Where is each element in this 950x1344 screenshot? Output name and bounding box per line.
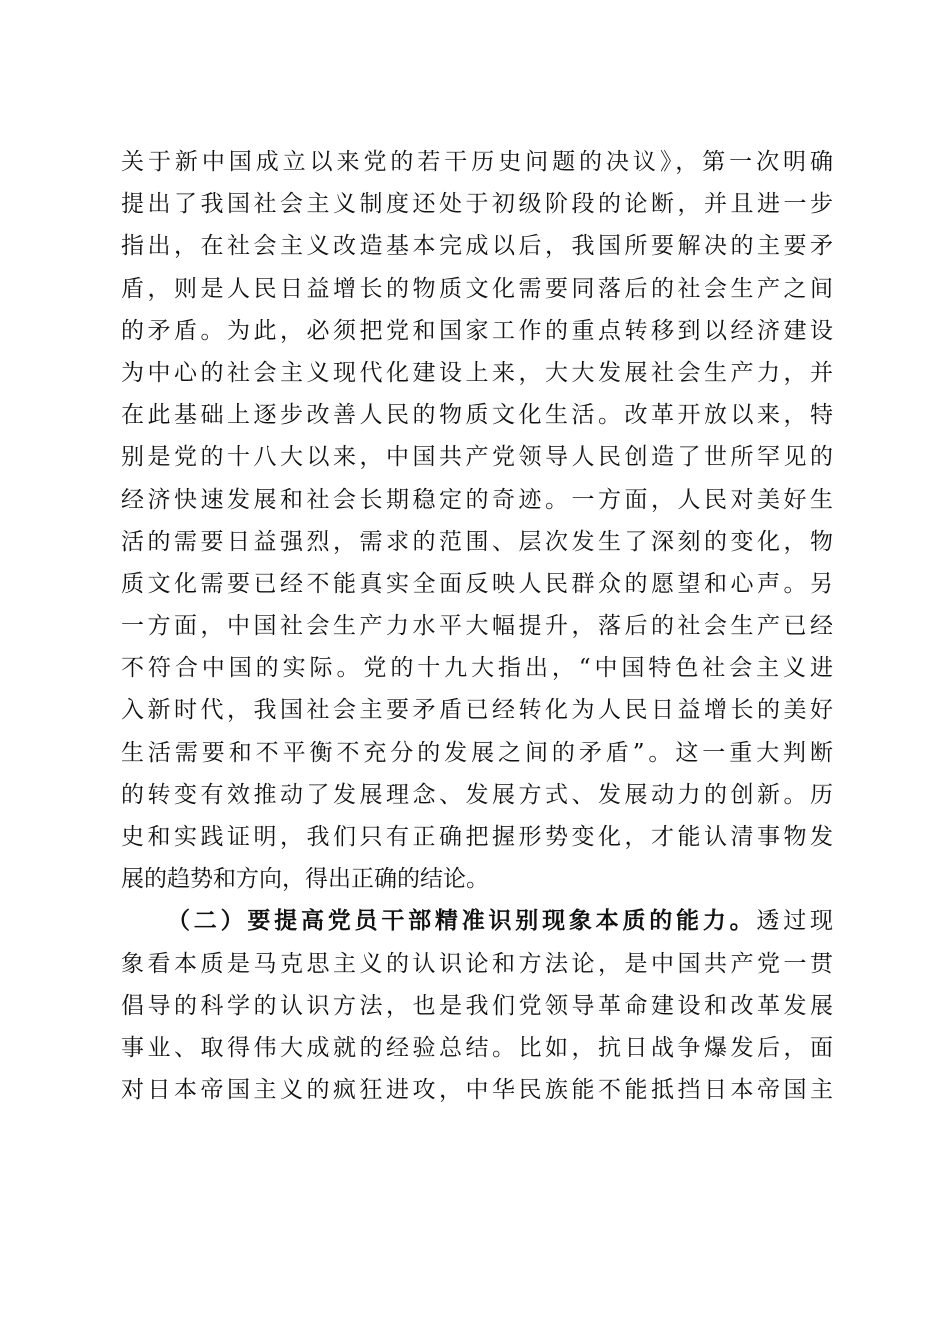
text-line: 别是党的十八大以来，中国共产党领导人民创造了世所罕见的: [121, 444, 833, 471]
text-line: 指出，在社会主义改造基本完成以后，我国所要解决的主要矛: [121, 233, 833, 260]
text-line: 质文化需要已经不能真实全面反映人民群众的愿望和心声。另: [121, 570, 833, 597]
text-line: 为中心的社会主义现代化建设上来，大大发展社会生产力，并: [121, 359, 833, 386]
text-line: 活的需要日益强烈，需求的范围、层次发生了深刻的变化，物: [121, 528, 833, 555]
text-line: 提出了我国社会主义制度还处于初级阶段的论断，并且进一步: [121, 191, 833, 218]
paragraph-1: [121, 141, 833, 900]
text-line: 事业、取得伟大成就的经验总结。比如，抗日战争爆发后，面: [121, 1034, 833, 1061]
text-line: 不符合中国的实际。党的十九大指出，“中国特色社会主义进: [121, 655, 833, 682]
text-line: 的转变有效推动了发展理念、发展方式、发展动力的创新。历: [121, 781, 833, 808]
text-line: 经济快速发展和社会长期稳定的奇迹。一方面，人民对美好生: [121, 486, 833, 513]
body-text: [121, 141, 833, 1111]
text-run: 透过现: [756, 908, 833, 935]
text-line: 倡导的科学的认识方法，也是我们党领导革命建设和改革发展: [121, 992, 833, 1019]
text-line: 在此基础上逐步改善人民的物质文化生活。改革开放以来，特: [121, 402, 833, 429]
text-line: 入新时代，我国社会主要矛盾已经转化为人民日益增长的美好: [121, 697, 833, 724]
text-line: 盾，则是人民日益增长的物质文化需要同落后的社会生产之间: [121, 275, 833, 302]
text-line: 一方面，中国社会生产力水平大幅提升，落后的社会生产已经: [121, 613, 833, 640]
paragraph-first-line: [121, 900, 833, 942]
text-line: 生活需要和不平衡不充分的发展之间的矛盾”。这一重大判断: [121, 739, 833, 766]
section-heading: （二）要提高党员干部精准识别现象本质的能力。: [167, 907, 757, 935]
text-line: 象看本质是马克思主义的认识论和方法论，是中国共产党一贯: [121, 950, 833, 977]
text-line: 关于新中国成立以来党的若干历史问题的决议》，第一次明确: [121, 149, 833, 175]
text-line: 史和实践证明，我们只有正确把握形势变化，才能认清事物发: [121, 824, 833, 850]
paragraph-2: [121, 900, 833, 1111]
text-line: 对日本帝国主义的疯狂进攻，中华民族能不能抵挡日本帝国主: [121, 1077, 833, 1104]
text-line: 的矛盾。为此，必须把党和国家工作的重点转移到以经济建设: [121, 317, 833, 344]
text-line: 展的趋势和方向，得出正确的结论。: [121, 866, 489, 893]
